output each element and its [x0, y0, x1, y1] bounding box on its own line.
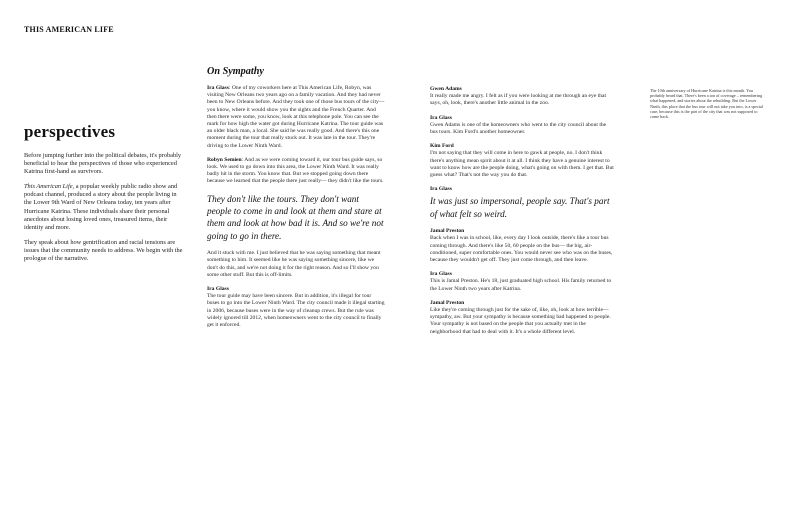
- transcript-paragraph: This is Jamal Preston. He's 18, just graduated high school. His family returned to the Lower Ninth two years after Katrina.: [430, 278, 612, 292]
- transcript-paragraph: The tour guide may have been sincere. But in addition, it's illegal for tour buses to go into the Lower Ninth Ward. The city council made it illegal starting in 2006, because buses were in the way of cleanup crews. But the rule was widely ignored till 2012, when homeowners went to the city council to finally get it enforced.: [207, 293, 385, 329]
- side-note: [650, 88, 766, 119]
- speaker-name: Kim Ford: [430, 143, 454, 150]
- intro-paragraph-3: They speak about how gentrification and racial tensions are issues that the community needs to address. We begin with the prologue of the narrative.: [24, 238, 183, 263]
- intro-paragraph-2: [24, 183, 184, 232]
- speaker-name: Ira Glass: [430, 114, 452, 121]
- transcript-paragraph: Gwen Adams is one of the homeowners who went to the city council about the bus tours. Kim Ford's another homeowner.: [430, 121, 607, 136]
- speaker-name: Gwen Adams: [430, 86, 462, 92]
- transcript-text: : One of my coworkers here at This American Life, Robyn, was visiting New Orleans two years ago on a family vacation. And they had never been to New Orleans before. And they took one of those bus tours of the city— you know, where it would show you the sights and the French Quarter. And then there were some, you know, look at this telephone pole. You can see the mark for how high the water got during Hurricane Katrina. The tour guide was an older black man, a local. She said he was really good. And there's this one moment during the tour that really stuck out. It was late in the tour. They're driving to the Lower Ninth Ward.: [207, 85, 385, 149]
- intro-paragraph-1: Before jumping further into the political debates, it's probably beneficial to hear the perspectives of those who experienced Katrina first-hand as survivors.: [24, 152, 182, 176]
- speaker-name: Ira Glass: [430, 271, 452, 278]
- transcript-text: : And as we were coming toward it, our tour bus guide says, so look. We used to go down into this area, the Lower Ninth Ward. It was really badly hit in the storm. You know that. But we stopped going down there because we learned that the people there just really— they didn't like the tours.: [207, 156, 384, 185]
- speaker-name: Jamal Preston: [430, 299, 465, 306]
- intro-column: [24, 122, 184, 270]
- transcript-paragraph: I'm not saying that they will come in here to gawk at people, no. I don't think there's anything mean spirit about it at all. I think they have a genuine interest to want to know how are the people doing, what's going on with them. I get that. But guess what? That's not the way you do that.: [430, 150, 614, 179]
- transcript-paragraph: It really made me angry. I felt as if you were looking at me through an eye that says, oh, look, there's another little animal in the zoo.: [430, 93, 607, 107]
- transcript-paragraph: [207, 85, 385, 150]
- transcript-paragraph: And it stuck with me. I just believed that he was saying something that meant something to him. It seemed like he was saying something sincere, like we don't do this, and we're not doing it for the right reason. And so I'll show you some other stuff. But this is off-limits.: [207, 250, 381, 278]
- speaker-name: Jamal Preston: [430, 228, 465, 235]
- transcript-paragraph: Like they're coming through just for the sake of, like, oh, look at how terrible— sympathy, aw. But your sympathy is because something bad happened to people. Your sympathy is not based on the people that you actually met in the neighborhood that had to deal with it. It's a whole different level.: [430, 307, 611, 335]
- speaker-name: Ira Glass: [207, 85, 229, 91]
- speaker-name: Robyn Semien: [207, 156, 242, 163]
- transcript-paragraph: Back when I was in school, like, every day I look outside, there's like a tour bus coming through. And there's like 50, 60 people on the bus— the big, air-conditioned, super comfortable ones. You would never see who was on the buses, because they wouldn't get off. They just come through, and then leave.: [430, 235, 613, 264]
- pull-quote: They don't like the tours. They don't want people to come in and look at them and stare at them and look at how bad it is. And so we're not going to go in there.: [207, 193, 384, 241]
- transcript-paragraph: [207, 157, 385, 186]
- speaker-name: Ira Glass: [207, 286, 229, 293]
- article-column-left: [207, 66, 385, 336]
- section-title: perspectives: [24, 122, 116, 141]
- masthead: THIS AMERICAN LIFE: [24, 25, 114, 34]
- article-heading: On Sympathy: [207, 66, 264, 77]
- article-column-right: [430, 86, 614, 343]
- show-name: This American Life,: [24, 183, 75, 191]
- pull-quote: It was just so impersonal, people say. That's part of what felt so weird.: [430, 196, 610, 219]
- side-note-text: The 10th anniversary of Hurricane Katrina is this month. You probably heard that. There's been a ton of coverage – remembering what happened, and stories about the rebuilding. But the Lower Ninth, this place that the bus tour will not take you into, is a special case, because this is the part of the city that was not supposed to come back.: [650, 88, 764, 120]
- intro-paragraph-2-text: a popular weekly public radio show and podcast channel, produced a story about the people living in the Lower 9th Ward of New Orleans today, ten years after Hurricane Katrina. These individuals share their personal anecdotes about losing loved ones, treasured items, their identity and more.: [24, 183, 178, 231]
- speaker-name: Ira Glass: [430, 186, 452, 193]
